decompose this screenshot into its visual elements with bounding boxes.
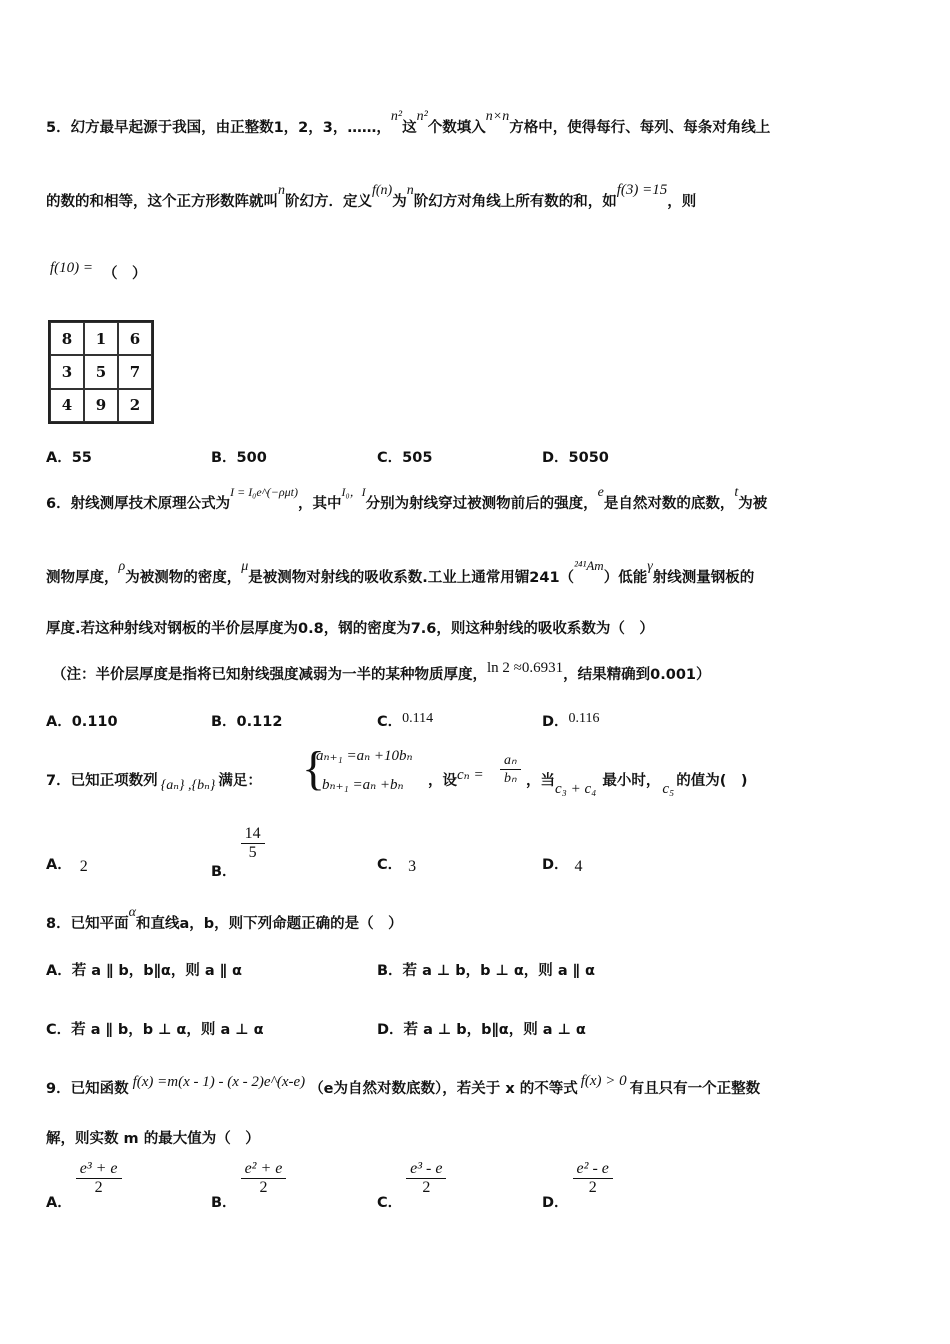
q6-text: ）低能 (603, 570, 648, 586)
q5-line-1 (46, 109, 771, 137)
q5-option-c[interactable]: C．505 (377, 450, 433, 466)
system-eq-2: bₙ₊₁ =aₙ +bₙ (322, 777, 404, 793)
answer-paren: （ ） (103, 266, 147, 282)
option-label: D． (542, 1194, 569, 1211)
math-c3-c4: c₃ + c₄ (555, 781, 597, 797)
q7-text: 7．已知正项数列 (46, 773, 158, 789)
fraction-numerator: e² + e (241, 1160, 287, 1179)
math-formula: I = I₀e^(−ρμt) (230, 485, 298, 499)
q5-text: 为 (392, 194, 407, 210)
q9-option-c[interactable] (377, 1160, 450, 1211)
magic-square-cell: 3 (50, 355, 84, 388)
q6-option-c[interactable] (377, 710, 433, 731)
fraction-numerator: e³ - e (406, 1160, 446, 1179)
system-eq-1: aₙ₊₁ =aₙ +10bₙ (316, 748, 413, 764)
q7-option-d[interactable] (542, 853, 583, 874)
magic-square (48, 320, 154, 424)
option-label: D． (542, 714, 569, 730)
q5-text: ，则 (667, 194, 697, 210)
q6-text: ，结果精确到0.001） (563, 667, 711, 683)
q9-option-a[interactable] (46, 1160, 126, 1211)
fraction-denominator: 2 (422, 1179, 431, 1196)
math-n-squared: n² (390, 109, 403, 124)
q6-text: 是被测物对射线的吸收系数.工业上通常用镅241（ (248, 570, 575, 586)
q9-option-d[interactable] (542, 1160, 617, 1211)
math-am241: ²⁴¹Am (574, 558, 604, 573)
option-label: B． (211, 1194, 237, 1211)
q6-text: 是自然对数的底数， (603, 496, 735, 512)
option-label: C． (377, 857, 403, 873)
math-ln2: ln 2 ≈0.6931 (487, 660, 564, 676)
q5-text: 方格中，使得每行、每列、每条对角线上 (509, 120, 771, 136)
q9-text: （e为自然对数底数），若关于 x 的不等式 (309, 1081, 578, 1097)
fraction-numerator: e³ + e (76, 1160, 122, 1179)
math-rho: ρ (118, 559, 126, 574)
q5-option-a[interactable]: A．55 (46, 450, 92, 466)
math-t: t (734, 485, 739, 500)
option-fraction (406, 1160, 446, 1197)
q8-option-a[interactable]: A．若 a ∥ b，b∥α，则 a ∥ α (46, 963, 243, 979)
math-e: e (597, 485, 604, 500)
magic-square-cell: 5 (84, 355, 118, 388)
math-f10: f(10) = (50, 260, 94, 276)
fraction-denominator: 2 (259, 1179, 268, 1196)
q5-line-3 (50, 262, 147, 283)
fraction-denominator: 5 (248, 844, 257, 861)
magic-square-cell: 4 (50, 389, 84, 422)
math-gamma: γ (647, 559, 653, 574)
option-label: B． (211, 863, 237, 880)
math-mu: μ (241, 559, 249, 574)
q6-text: 6．射线测厚技术原理公式为 (46, 496, 231, 512)
option-value: 0.114 (402, 711, 434, 726)
q8-option-b[interactable]: B．若 a ⊥ b，b ⊥ α，则 a ∥ α (377, 963, 595, 979)
q5-text: 这 (402, 120, 417, 136)
q6-line-2 (46, 558, 755, 587)
math-c5: c₅ (662, 781, 675, 797)
q8-text: 和直线a，b，则下列命题正确的是（ ） (135, 916, 403, 932)
q7-text: ，设 (428, 773, 457, 789)
option-value: 0.116 (568, 711, 600, 726)
q6-option-a[interactable]: A．0.110 (46, 714, 118, 730)
option-fraction (573, 1160, 613, 1197)
fraction-numerator: 14 (241, 825, 265, 844)
fraction-numerator: e² - e (573, 1160, 613, 1179)
math-cn: cₙ = (457, 767, 484, 783)
math-alpha: α (128, 905, 136, 920)
q5-option-b[interactable]: B．500 (211, 450, 267, 466)
option-label: C． (377, 1194, 403, 1211)
q6-text: （注：半价层厚度是指将已知射线强度减弱为一半的某种物质厚度， (52, 667, 487, 683)
fraction-numerator: aₙ (500, 752, 521, 770)
q9-text: 9．已知函数 (46, 1081, 129, 1097)
q5-option-d[interactable]: D．5050 (542, 450, 609, 466)
q9-line-2: 解，则实数 m 的最大值为（ ） (46, 1131, 260, 1147)
option-label: A． (46, 857, 72, 873)
option-value: 2 (79, 858, 88, 875)
q7-line-1b (428, 769, 484, 790)
q8-line-1 (46, 905, 403, 933)
q5-text: 个数填入 (427, 120, 486, 136)
q9-text: 有且只有一个正整数 (629, 1081, 761, 1097)
math-f3: f(3) =15 (616, 182, 668, 198)
q5-text: 阶幻方．定义 (285, 194, 372, 210)
q6-text: 为被测物的密度， (125, 570, 242, 586)
cn-fraction (500, 752, 521, 787)
option-fraction (241, 825, 265, 862)
q7-text: 满足： (218, 773, 262, 789)
math-vars: I₀，I (341, 485, 366, 499)
magic-square-cell: 2 (118, 389, 152, 422)
math-sequences: {aₙ} ,{bₙ} (160, 778, 216, 793)
fraction-denominator: bₙ (504, 771, 517, 786)
q6-line-1 (46, 485, 768, 513)
q6-line-3: 厚度.若这种射线对钢板的半价层厚度为0.8，钢的密度为7.6，则这种射线的吸收系数为（ ） (46, 621, 654, 637)
q7-option-a[interactable] (46, 853, 88, 874)
math-n: n (406, 183, 414, 198)
q7-line-1c (526, 769, 748, 797)
magic-square-cell: 1 (84, 322, 118, 355)
math-function: f(x) =m(x - 1) - (x - 2)e^(x-e) (132, 1074, 306, 1090)
q7-text: 最小时， (602, 773, 661, 789)
q5-text: 阶幻方对角线上所有数的和，如 (413, 194, 617, 210)
math-inequality: f(x) > 0 (580, 1073, 627, 1089)
option-value: 3 (408, 858, 417, 875)
option-fraction (76, 1160, 122, 1197)
fraction-denominator: 2 (588, 1179, 597, 1196)
option-value: 4 (574, 858, 583, 875)
option-label: C． (377, 714, 403, 730)
q5-line-2 (46, 182, 697, 211)
q8-option-d[interactable]: D．若 a ⊥ b，b∥α，则 a ⊥ α (377, 1022, 586, 1038)
math-n-by-n: n×n (485, 109, 510, 124)
q7-option-c[interactable] (377, 853, 416, 874)
system-brace: { (302, 742, 326, 795)
q7-text: 的值为( ) (676, 773, 748, 789)
fraction-denominator: 2 (94, 1179, 103, 1196)
magic-square-cell: 6 (118, 322, 152, 355)
option-label: A． (46, 1194, 72, 1211)
q6-text: 射线测量钢板的 (652, 570, 755, 586)
q8-text: 8．已知平面 (46, 916, 129, 932)
q5-text: 5．幻方最早起源于我国，由正整数1，2，3，……， (46, 120, 391, 136)
q7-text: ，当 (526, 773, 555, 789)
magic-square-cell: 8 (50, 322, 84, 355)
math-n: n (278, 183, 285, 198)
q7-option-b[interactable] (211, 825, 269, 880)
q6-text: 为被 (738, 496, 768, 512)
q5-text: 的数的和相等，这个正方形数阵就叫 (46, 194, 278, 210)
option-label: D． (542, 857, 569, 873)
magic-square-cell: 7 (118, 355, 152, 388)
q9-option-b[interactable] (211, 1160, 290, 1211)
math-n-squared: n² (416, 109, 428, 124)
q7-line-1 (46, 769, 262, 793)
q6-text: 分别为射线穿过被测物前后的强度， (365, 496, 598, 512)
q9-line-1 (46, 1073, 761, 1098)
magic-square-cell: 9 (84, 389, 118, 422)
q6-option-d[interactable] (542, 710, 600, 731)
q8-option-c[interactable]: C．若 a ∥ b，b ⊥ α，则 a ⊥ α (46, 1022, 264, 1038)
q6-text: 测物厚度， (46, 570, 119, 586)
option-fraction (241, 1160, 287, 1197)
q6-line-4 (52, 660, 711, 684)
math-f-n: f(n) (372, 183, 393, 198)
q6-text: ，其中 (297, 496, 342, 512)
q6-option-b[interactable]: B．0.112 (211, 714, 283, 730)
